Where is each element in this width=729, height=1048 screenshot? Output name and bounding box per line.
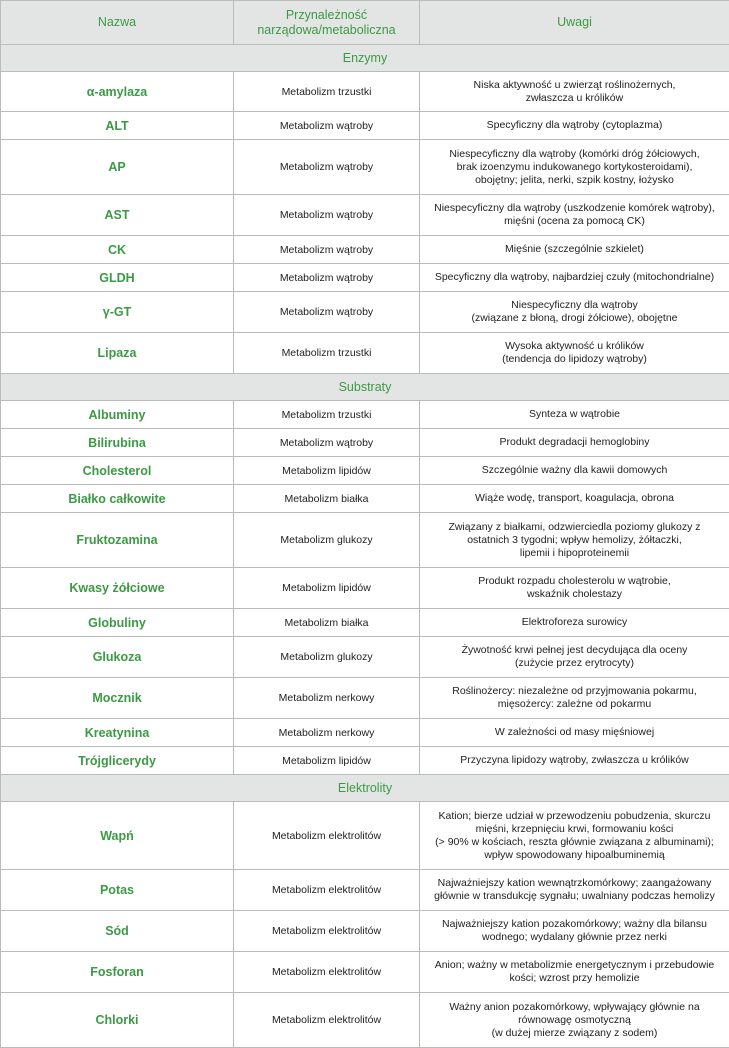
notes-cell: Niespecyficzny dla wątroby (uszkodzenie komórek wątroby), mięśni (ocena za pomocą CK) (420, 195, 729, 236)
notes-cell: Ważny anion pozakomórkowy, wpływający głównie na równowagę osmotyczną (w dużej mierze związany z sodem) (420, 993, 729, 1048)
table-row (1, 609, 729, 637)
notes-cell: W zależności od masy mięśniowej (420, 719, 729, 747)
metabolic-affiliation: Metabolizm elektrolitów (234, 952, 420, 993)
parameter-name: Kreatynina (1, 719, 234, 747)
parameter-name: Glukoza (1, 637, 234, 678)
table-row (1, 333, 729, 374)
metabolic-affiliation: Metabolizm lipidów (234, 747, 420, 775)
parameter-name: Kwasy żółciowe (1, 568, 234, 609)
metabolic-affiliation: Metabolizm wątroby (234, 236, 420, 264)
metabolic-affiliation: Metabolizm elektrolitów (234, 802, 420, 870)
table-row (1, 911, 729, 952)
metabolic-affiliation: Metabolizm wątroby (234, 264, 420, 292)
section-row (1, 45, 729, 72)
table-row (1, 72, 729, 112)
table-row (1, 870, 729, 911)
table-row (1, 993, 729, 1048)
parameter-name: Potas (1, 870, 234, 911)
notes-cell: Specyficzny dla wątroby, najbardziej czuły (mitochondrialne) (420, 264, 729, 292)
notes-cell: Produkt degradacji hemoglobiny (420, 429, 729, 457)
notes-cell: Wysoka aktywność u królików (tendencja do lipidozy wątroby) (420, 333, 729, 374)
metabolic-affiliation: Metabolizm nerkowy (234, 719, 420, 747)
notes-cell: Związany z białkami, odzwierciedla poziomy glukozy z ostatnich 3 tygodni; wpływ hemolizy, żółtaczki, lipemii i hipoproteinemii (420, 513, 729, 568)
metabolic-affiliation: Metabolizm lipidów (234, 457, 420, 485)
table-row (1, 678, 729, 719)
parameter-name: Fruktozamina (1, 513, 234, 568)
table-row (1, 637, 729, 678)
table-row (1, 513, 729, 568)
section-title: Enzymy (1, 45, 729, 72)
parameter-name: Fosforan (1, 952, 234, 993)
parameter-name: Białko całkowite (1, 485, 234, 513)
notes-cell: Elektroforeza surowicy (420, 609, 729, 637)
parameter-name: Trójglicerydy (1, 747, 234, 775)
table-row (1, 236, 729, 264)
metabolic-affiliation: Metabolizm glukozy (234, 637, 420, 678)
table-row (1, 952, 729, 993)
metabolic-affiliation: Metabolizm wątroby (234, 140, 420, 195)
notes-cell: Roślinożercy: niezależne od przyjmowania pokarmu, mięsożercy: zależne od pokarmu (420, 678, 729, 719)
metabolic-affiliation: Metabolizm trzustki (234, 401, 420, 429)
table-row (1, 568, 729, 609)
notes-cell: Specyficzny dla wątroby (cytoplazma) (420, 112, 729, 140)
parameter-name: Albuminy (1, 401, 234, 429)
header-affiliation: Przynależność narządowa/metaboliczna (234, 1, 420, 45)
parameter-name: Globuliny (1, 609, 234, 637)
header-notes: Uwagi (420, 1, 729, 45)
parameter-name: AP (1, 140, 234, 195)
metabolic-affiliation: Metabolizm wątroby (234, 429, 420, 457)
metabolic-affiliation: Metabolizm trzustki (234, 333, 420, 374)
metabolic-affiliation: Metabolizm wątroby (234, 292, 420, 333)
parameter-name: Bilirubina (1, 429, 234, 457)
table-row (1, 264, 729, 292)
notes-cell: Wiąże wodę, transport, koagulacja, obrona (420, 485, 729, 513)
section-row (1, 775, 729, 802)
table-row (1, 112, 729, 140)
notes-cell: Kation; bierze udział w przewodzeniu pobudzenia, skurczu mięśni, krzepnięciu krwi, formowaniu kości (> 90% w kościach, reszta głównie związana z albuminami); wpływ spowodowany hipoalbuminemią (420, 802, 729, 870)
notes-cell: Najważniejszy kation wewnątrzkomórkowy; zaangażowany głównie w transdukcję sygnału; uwalniany podczas hemolizy (420, 870, 729, 911)
metabolic-affiliation: Metabolizm glukozy (234, 513, 420, 568)
table-row (1, 292, 729, 333)
parameter-name: Cholesterol (1, 457, 234, 485)
metabolic-affiliation: Metabolizm trzustki (234, 72, 420, 112)
parameter-name: Wapń (1, 802, 234, 870)
notes-cell: Mięśnie (szczególnie szkielet) (420, 236, 729, 264)
notes-cell: Przyczyna lipidozy wątroby, zwłaszcza u królików (420, 747, 729, 775)
parameter-name: CK (1, 236, 234, 264)
metabolic-affiliation: Metabolizm białka (234, 485, 420, 513)
metabolic-affiliation: Metabolizm białka (234, 609, 420, 637)
parameter-name: Mocznik (1, 678, 234, 719)
metabolic-affiliation: Metabolizm nerkowy (234, 678, 420, 719)
notes-cell: Produkt rozpadu cholesterolu w wątrobie, wskaźnik cholestazy (420, 568, 729, 609)
parameter-name: GLDH (1, 264, 234, 292)
notes-cell: Anion; ważny w metabolizmie energetycznym i przebudowie kości; wzrost przy hemolizie (420, 952, 729, 993)
table-row (1, 401, 729, 429)
metabolic-affiliation: Metabolizm wątroby (234, 112, 420, 140)
parameter-name: α-amylaza (1, 72, 234, 112)
notes-cell: Niespecyficzny dla wątroby (związane z błoną, drogi żółciowe), obojętne (420, 292, 729, 333)
metabolic-affiliation: Metabolizm wątroby (234, 195, 420, 236)
notes-cell: Najważniejszy kation pozakomórkowy; ważny dla bilansu wodnego; wydalany głównie przez nerki (420, 911, 729, 952)
table-row (1, 457, 729, 485)
section-row (1, 374, 729, 401)
table-row (1, 195, 729, 236)
section-title: Substraty (1, 374, 729, 401)
table-row (1, 429, 729, 457)
header-name: Nazwa (1, 1, 234, 45)
table-row (1, 747, 729, 775)
metabolic-affiliation: Metabolizm elektrolitów (234, 870, 420, 911)
parameter-name: Sód (1, 911, 234, 952)
notes-cell: Synteza w wątrobie (420, 401, 729, 429)
table-body (1, 45, 729, 1048)
parameter-name: Lipaza (1, 333, 234, 374)
notes-cell: Szczególnie ważny dla kawii domowych (420, 457, 729, 485)
metabolic-affiliation: Metabolizm lipidów (234, 568, 420, 609)
metabolic-affiliation: Metabolizm elektrolitów (234, 911, 420, 952)
parameter-name: ALT (1, 112, 234, 140)
table-row (1, 485, 729, 513)
table-header-row (1, 1, 729, 45)
parameter-name: γ-GT (1, 292, 234, 333)
notes-cell: Niska aktywność u zwierząt roślinożernych, zwłaszcza u królików (420, 72, 729, 112)
table-row (1, 140, 729, 195)
table-row (1, 719, 729, 747)
table-row (1, 802, 729, 870)
metabolic-affiliation: Metabolizm elektrolitów (234, 993, 420, 1048)
notes-cell: Żywotność krwi pełnej jest decydująca dla oceny (zużycie przez erytrocyty) (420, 637, 729, 678)
parameter-name: Chlorki (1, 993, 234, 1048)
section-title: Elektrolity (1, 775, 729, 802)
notes-cell: Niespecyficzny dla wątroby (komórki dróg żółciowych, brak izoenzymu indukowanego kortykosteroidami), obojętny; jelita, nerki, szpik kostny, łożysko (420, 140, 729, 195)
parameter-name: AST (1, 195, 234, 236)
